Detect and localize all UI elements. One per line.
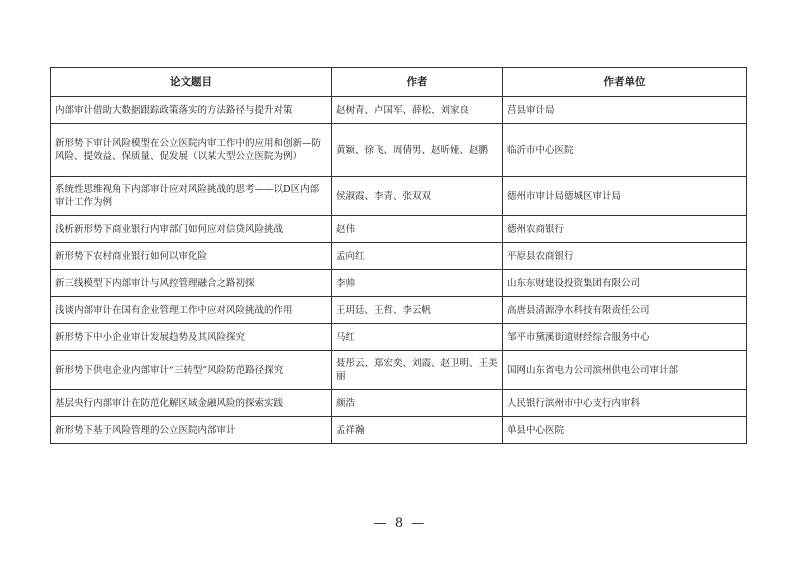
paper-org: 德州市审计局德城区审计局 xyxy=(503,177,747,216)
header-title: 论文题目 xyxy=(51,68,332,97)
paper-title: 新形势下中小企业审计发展趋势及其风险探究 xyxy=(51,324,332,351)
paper-title: 新三线模型下内部审计与风控管理融合之路初探 xyxy=(51,270,332,297)
table-row xyxy=(51,97,747,124)
paper-title: 系统性思维视角下内部审计应对风险挑战的思考——以D区内部审计工作为例 xyxy=(51,177,332,216)
table-header-row xyxy=(51,68,747,97)
paper-authors: 颜浩 xyxy=(332,390,503,417)
table-row xyxy=(51,216,747,243)
paper-title: 内部审计借助大数据跟踪政策落实的方法路径与提升对策 xyxy=(51,97,332,124)
paper-org: 高唐县清源净水科技有限责任公司 xyxy=(503,297,747,324)
header-org: 作者单位 xyxy=(503,68,747,97)
paper-authors: 赵伟 xyxy=(332,216,503,243)
paper-title: 新形势下基于风险管理的公立医院内部审计 xyxy=(51,417,332,444)
paper-org: 平原县农商银行 xyxy=(503,243,747,270)
paper-title: 新形势下农村商业银行如何以审化险 xyxy=(51,243,332,270)
paper-org: 临沂市中心医院 xyxy=(503,124,747,177)
page-number: — 8 — xyxy=(373,516,427,531)
paper-authors: 马红 xyxy=(332,324,503,351)
table-row xyxy=(51,417,747,444)
table-row xyxy=(51,243,747,270)
paper-authors: 黄颖、徐飞、周倩男、赵昕娅、赵鹏 xyxy=(332,124,503,177)
paper-org: 莒县审计局 xyxy=(503,97,747,124)
paper-org: 德州农商银行 xyxy=(503,216,747,243)
table-row xyxy=(51,270,747,297)
paper-authors: 孟祥瀚 xyxy=(332,417,503,444)
paper-title: 浅析新形势下商业银行内审部门如何应对信贷风险挑战 xyxy=(51,216,332,243)
paper-authors: 王玥廷、王哲、李云帆 xyxy=(332,297,503,324)
paper-org: 人民银行滨州市中心支行内审科 xyxy=(503,390,747,417)
paper-org: 单县中心医院 xyxy=(503,417,747,444)
paper-org: 山东东财建设投资集团有限公司 xyxy=(503,270,747,297)
paper-title: 新形势下供电企业内部审计“三转型”风险防范路径探究 xyxy=(51,351,332,390)
paper-authors: 赵树青、卢国军、薛松、刘家良 xyxy=(332,97,503,124)
paper-org: 国网山东省电力公司滨州供电公司审计部 xyxy=(503,351,747,390)
paper-authors: 李帅 xyxy=(332,270,503,297)
paper-title: 基层央行内部审计在防范化解区域金融风险的探索实践 xyxy=(51,390,332,417)
paper-title: 浅谈内部审计在国有企业管理工作中应对风险挑战的作用 xyxy=(51,297,332,324)
paper-title: 新形势下审计风险模型在公立医院内审工作中的应用和创新—防风险、提效益、保质量、促发展（以某大型公立医院为例） xyxy=(51,124,332,177)
table-row xyxy=(51,390,747,417)
paper-authors: 孟向红 xyxy=(332,243,503,270)
table-row xyxy=(51,297,747,324)
table-row xyxy=(51,324,747,351)
paper-org: 邹平市黛溪街道财经综合服务中心 xyxy=(503,324,747,351)
paper-authors: 聂彤云、郑宏奕、刘霞、赵卫明、王美丽 xyxy=(332,351,503,390)
table-row xyxy=(51,351,747,390)
papers-table xyxy=(50,67,747,444)
table-row xyxy=(51,124,747,177)
header-authors: 作者 xyxy=(332,68,503,97)
table-row xyxy=(51,177,747,216)
paper-authors: 侯淑霞、李青、张双双 xyxy=(332,177,503,216)
